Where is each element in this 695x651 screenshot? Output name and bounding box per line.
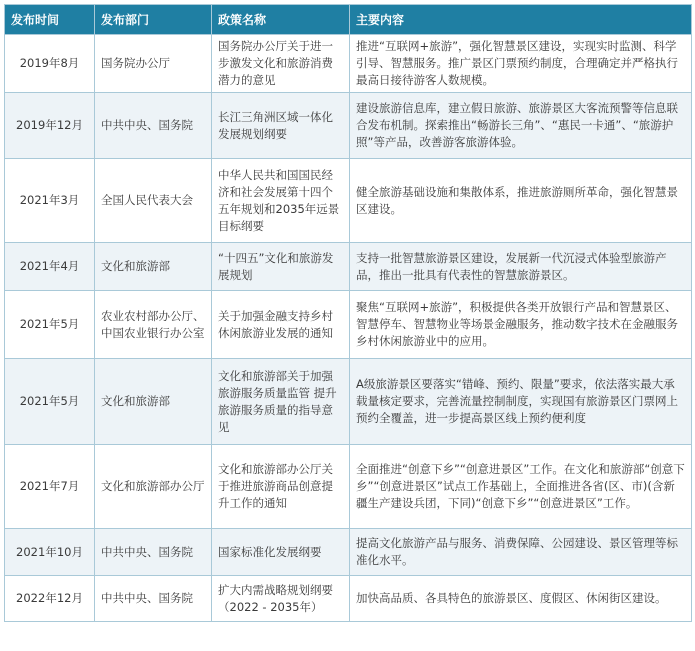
table-row	[5, 359, 692, 445]
header-main-content: 主要内容	[350, 5, 692, 35]
row-date: 2021年7月	[5, 445, 95, 529]
row-date: 2021年5月	[5, 291, 95, 359]
row-policy-name: 文化和旅游部办公厅关于推进旅游商品创意提升工作的通知	[212, 445, 350, 529]
table-row	[5, 576, 692, 622]
row-content: 加快高品质、各具特色的旅游景区、度假区、休闲街区建设。	[350, 576, 692, 622]
table-row	[5, 529, 692, 576]
row-content: 建设旅游信息库，建立假日旅游、旅游景区大客流预警等信息联合发布机制。探索推出“畅游长三角”、“惠民一卡通”、“旅游护照”等产品，改善游客旅游体验。	[350, 93, 692, 159]
row-department: 文化和旅游部办公厅	[95, 445, 212, 529]
table-row	[5, 35, 692, 93]
row-date: 2022年12月	[5, 576, 95, 622]
row-date: 2021年10月	[5, 529, 95, 576]
row-policy-name: “十四五”文化和旅游发展规划	[212, 243, 350, 291]
table-row	[5, 445, 692, 529]
table-header-row	[5, 5, 692, 35]
row-department: 中共中央、国务院	[95, 576, 212, 622]
row-department: 文化和旅游部	[95, 243, 212, 291]
row-date: 2021年3月	[5, 159, 95, 243]
row-content: A级旅游景区要落实“错峰、预约、限量”要求，依法落实最大承载量核定要求，完善流量控制制度，实现国有旅游景区门票网上预约全覆盖，进一步提高景区线上预约便利度	[350, 359, 692, 445]
table-row	[5, 291, 692, 359]
row-department: 国务院办公厅	[95, 35, 212, 93]
table-row	[5, 159, 692, 243]
row-date: 2021年5月	[5, 359, 95, 445]
row-policy-name: 关于加强金融支持乡村休闲旅游业发展的通知	[212, 291, 350, 359]
row-date: 2021年4月	[5, 243, 95, 291]
row-department: 全国人民代表大会	[95, 159, 212, 243]
row-content: 推进“互联网+旅游”，强化智慧景区建设，实现实时监测、科学引导、智慧服务。推广景区门票预约制度，合理确定并严格执行最高日接待游客人数规模。	[350, 35, 692, 93]
row-policy-name: 国家标准化发展纲要	[212, 529, 350, 576]
row-content: 提高文化旅游产品与服务、消费保障、公园建设、景区管理等标准化水平。	[350, 529, 692, 576]
row-policy-name: 国务院办公厅关于进一步激发文化和旅游消费潜力的意见	[212, 35, 350, 93]
row-department: 文化和旅游部	[95, 359, 212, 445]
row-department: 中共中央、国务院	[95, 529, 212, 576]
policy-table	[4, 4, 692, 622]
row-department: 中共中央、国务院	[95, 93, 212, 159]
row-content: 健全旅游基础设施和集散体系，推进旅游厕所革命，强化智慧景区建设。	[350, 159, 692, 243]
table-row	[5, 93, 692, 159]
row-content: 支持一批智慧旅游景区建设，发展新一代沉浸式体验型旅游产品，推出一批具有代表性的智慧旅游景区。	[350, 243, 692, 291]
row-date: 2019年12月	[5, 93, 95, 159]
row-date: 2019年8月	[5, 35, 95, 93]
header-date: 发布时间	[5, 5, 95, 35]
header-policy-name: 政策名称	[212, 5, 350, 35]
row-policy-name: 扩大内需战略规划纲要（2022 - 2035年）	[212, 576, 350, 622]
table-row	[5, 243, 692, 291]
row-policy-name: 中华人民共和国国民经济和社会发展第十四个五年规划和2035年远景目标纲要	[212, 159, 350, 243]
row-content: 聚焦“互联网+旅游”，积极提供各类开放银行产品和智慧景区、智慧停车、智慧物业等场景金融服务，推动数字技术在金融服务乡村休闲旅游业中的应用。	[350, 291, 692, 359]
row-content: 全面推进“创意下乡”“创意进景区”工作。在文化和旅游部“创意下乡”“创意进景区”试点工作基础上，全面推进各省(区、市)(含新疆生产建设兵团，下同)“创意下乡”“创意进景区”工作。	[350, 445, 692, 529]
row-department: 农业农村部办公厅、中国农业银行办公室	[95, 291, 212, 359]
header-department: 发布部门	[95, 5, 212, 35]
row-policy-name: 长江三角洲区域一体化发展规划纲要	[212, 93, 350, 159]
row-policy-name: 文化和旅游部关于加强旅游服务质量监管 提升旅游服务质量的指导意见	[212, 359, 350, 445]
